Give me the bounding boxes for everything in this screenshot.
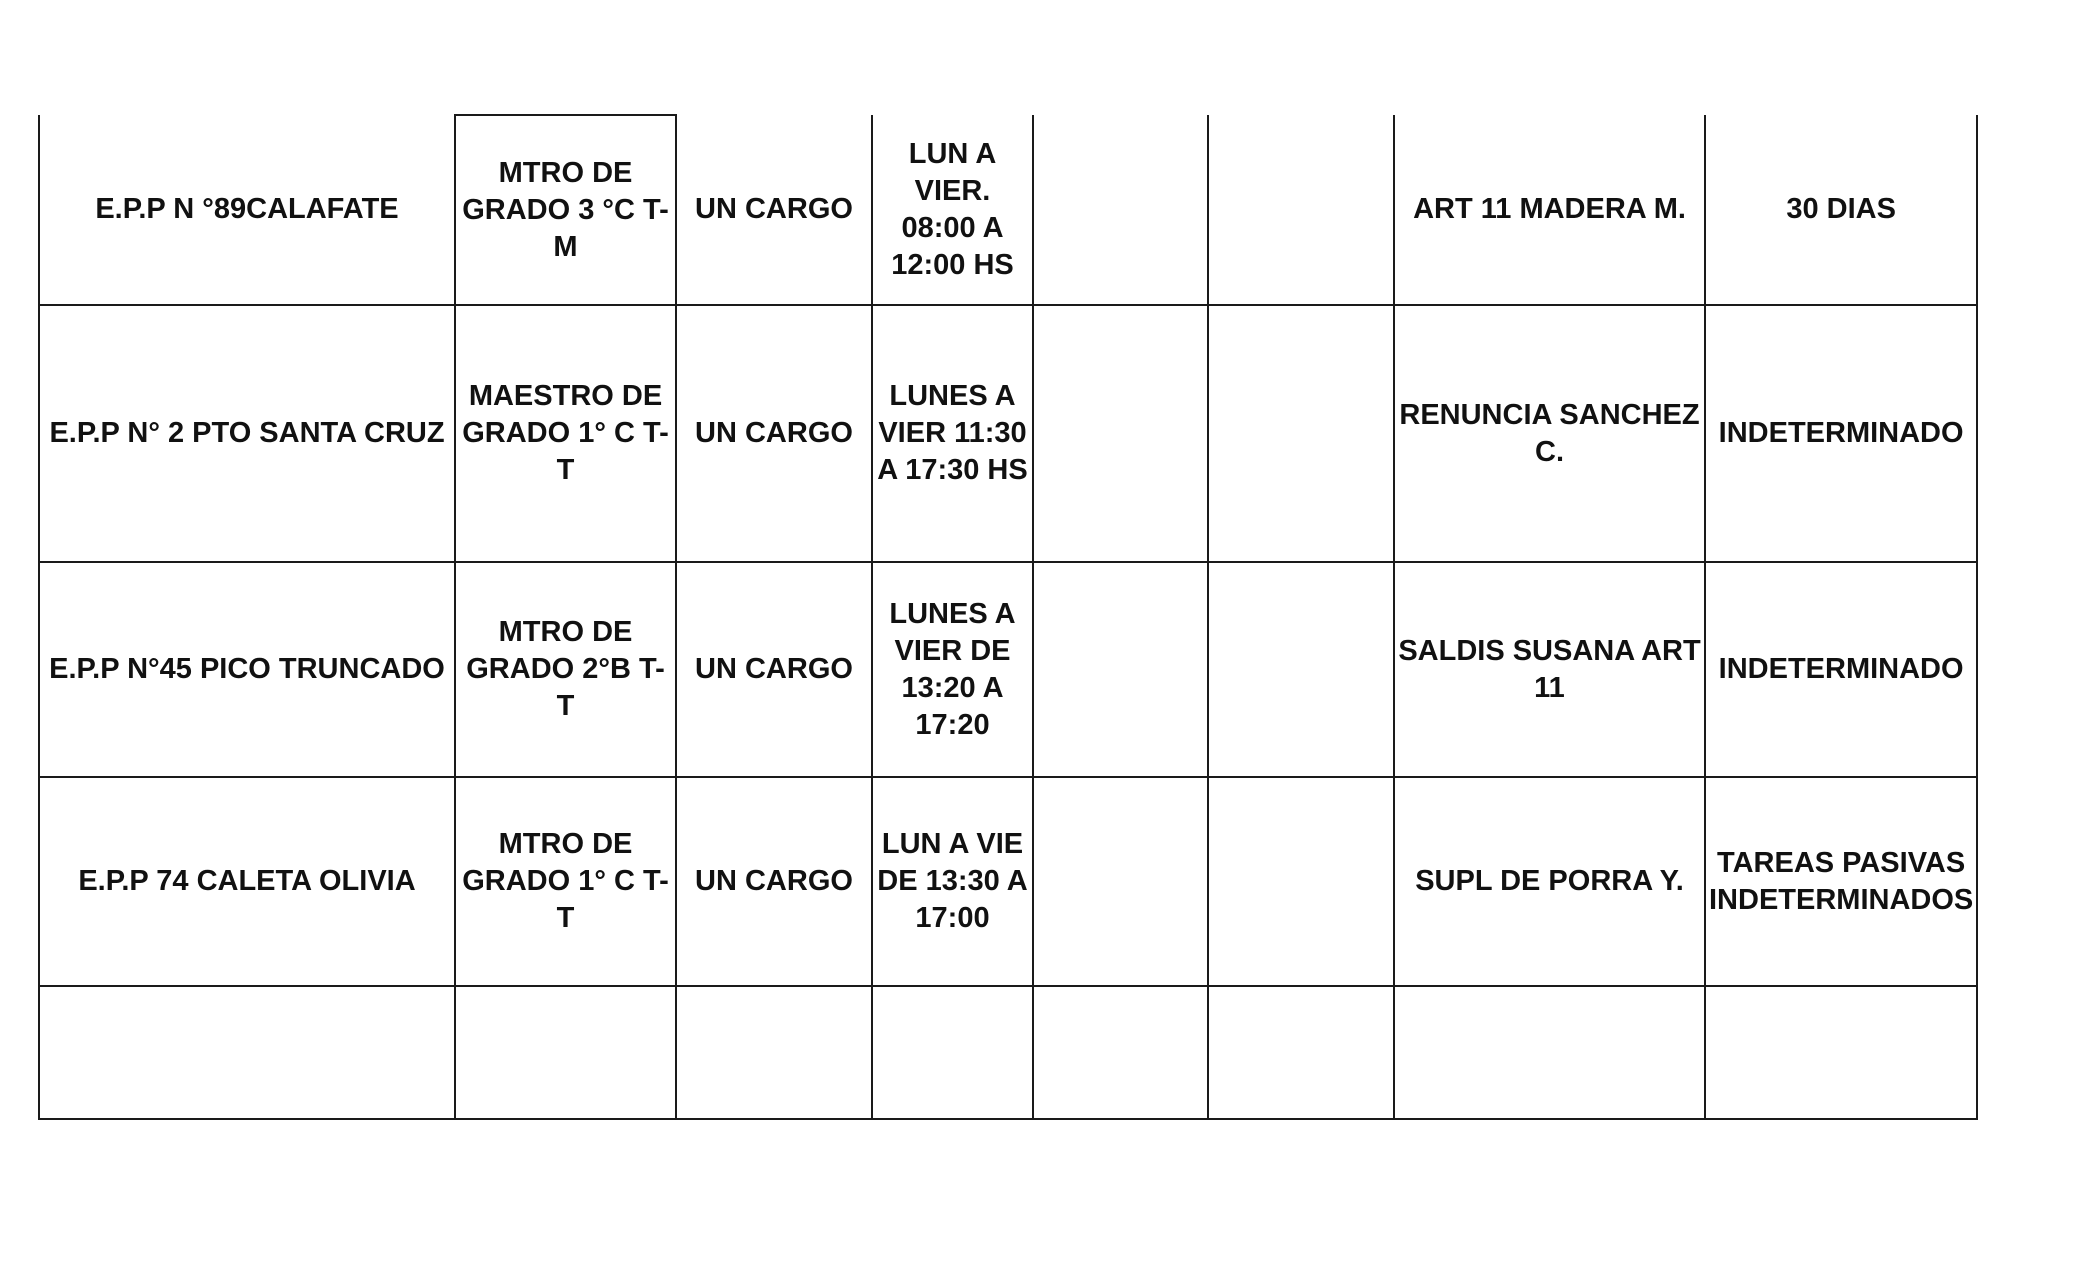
position-cell: MTRO DE GRADO 1° C T-T <box>455 777 676 986</box>
table-row <box>39 562 1977 777</box>
schedule-cell: LUN A VIE DE 13:30 A 17:00 <box>872 777 1033 986</box>
table-row <box>39 115 1977 305</box>
school-cell: E.P.P 74 CALETA OLIVIA <box>39 777 455 986</box>
empty-cell <box>1208 305 1394 562</box>
schedule-cell: LUNES A VIER 11:30 A 17:30 HS <box>872 305 1033 562</box>
position-cell: MAESTRO DE GRADO 1° C T-T <box>455 305 676 562</box>
vacancy-table <box>38 114 1978 1120</box>
duration-cell <box>1705 986 1977 1119</box>
reason-cell: SALDIS SUSANA ART 11 <box>1394 562 1705 777</box>
school-cell: E.P.P N°45 PICO TRUNCADO <box>39 562 455 777</box>
empty-cell <box>1208 115 1394 305</box>
empty-cell <box>1208 986 1394 1119</box>
reason-cell <box>1394 986 1705 1119</box>
empty-cell <box>1033 777 1208 986</box>
reason-cell: SUPL DE PORRA Y. <box>1394 777 1705 986</box>
position-cell <box>455 986 676 1119</box>
type-cell: UN CARGO <box>676 562 872 777</box>
duration-cell: INDETERMINADO <box>1705 305 1977 562</box>
table-row <box>39 777 1977 986</box>
table-row <box>39 986 1977 1119</box>
duration-cell: 30 DIAS <box>1705 115 1977 305</box>
schedule-cell: LUN A VIER. 08:00 A 12:00 HS <box>872 115 1033 305</box>
empty-cell <box>1033 986 1208 1119</box>
empty-cell <box>1033 305 1208 562</box>
duration-cell: INDETERMINADO <box>1705 562 1977 777</box>
schedule-cell <box>872 986 1033 1119</box>
reason-cell: RENUNCIA SANCHEZ C. <box>1394 305 1705 562</box>
type-cell <box>676 986 872 1119</box>
school-cell: E.P.P N° 2 PTO SANTA CRUZ <box>39 305 455 562</box>
type-cell: UN CARGO <box>676 305 872 562</box>
school-cell <box>39 986 455 1119</box>
duration-cell: TAREAS PASIVAS INDETERMINADOS <box>1705 777 1977 986</box>
school-cell: E.P.P N °89CALAFATE <box>39 115 455 305</box>
position-cell: MTRO DE GRADO 3 °C T-M <box>455 115 676 305</box>
reason-cell: ART 11 MADERA M. <box>1394 115 1705 305</box>
table-row <box>39 305 1977 562</box>
empty-cell <box>1208 562 1394 777</box>
empty-cell <box>1208 777 1394 986</box>
empty-cell <box>1033 115 1208 305</box>
empty-cell <box>1033 562 1208 777</box>
type-cell: UN CARGO <box>676 115 872 305</box>
schedule-cell: LUNES A VIER DE 13:20 A 17:20 <box>872 562 1033 777</box>
position-cell: MTRO DE GRADO 2°B T-T <box>455 562 676 777</box>
type-cell: UN CARGO <box>676 777 872 986</box>
